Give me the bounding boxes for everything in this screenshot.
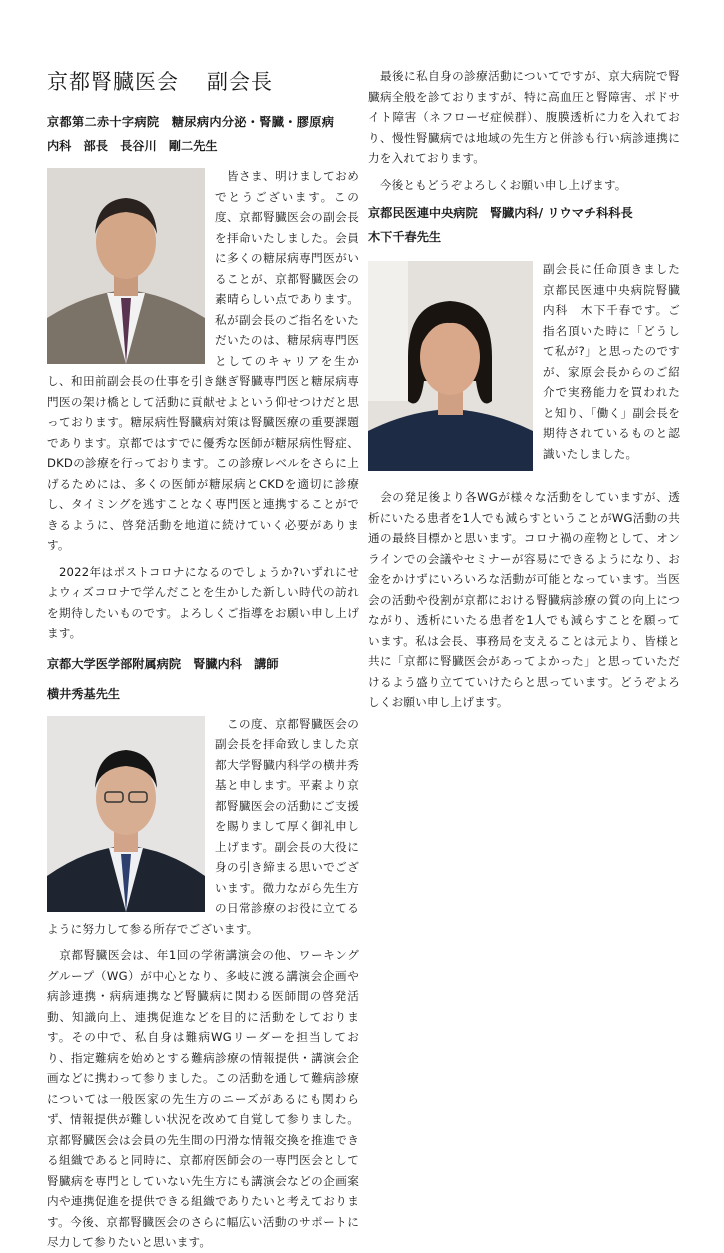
- hasegawa-photo: [47, 168, 205, 364]
- section1-heading-line1: 京都第二赤十字病院 糖尿病内分泌・腎臓・膠原病: [47, 115, 335, 129]
- page-title: [47, 66, 359, 96]
- section2-paragraph-3: 最後に私自身の診療活動についてですが、京大病院で腎臓病全般を診ておりますが、特に高血圧と腎障害、ポドサイト障害（ネフローゼ症候群）、腹膜透析に力を入れており、慢性腎臓病では地域の先生方と併診も行い病診連携に力を入れております。: [368, 69, 680, 165]
- title-org: 京都腎臓医会: [47, 70, 179, 94]
- section2-heading-line1: 京都大学医学部附属病院 腎臓内科 講師: [47, 656, 279, 671]
- right-column: [368, 60, 680, 713]
- section3-paragraph-2: 会の発足後より各WGが様々な活動をしていますが、透析にいたる患者を1人でも減らすということがWG活動の共通の最終目標かと思います。コロナ禍の産物として、オンラインでの会議やセミナーが容易にできるようになり、お金をかけずにいろいろな活動が可能となっています。当医会の活動や役割が京都における腎臓病診療の質の向上につながり、透析にいたる患者を1人でも減らすことを願っています。私は会長、事務局を支えることは元より、皆様と共に「京都に腎臓医会があってよかった」と思っていただけるよう盛り立てていけたらと思っています。どうぞよろしくお願い申し上げます。: [368, 490, 680, 709]
- yokoi-photo: [47, 716, 205, 912]
- section2-paragraph-1: この度、京都腎臓医会の副会長を拝命致しました京都大学腎臓内科学の横井秀基と申します。平素より京都腎臓医会の活動にご支援を賜りまして厚く御礼申し上げます。副会長の大役に身の引き締まる思いでございます。微力ながら先生方の日常診療のお役に立てるように努力して参る所存でございます。: [47, 716, 359, 936]
- section1-paragraph-1: 皆さま、明けましておめでとうございます。この度、京都腎臓医会の副会長を拝命いたしました。会員に多くの糖尿病専門医がいることが、京都腎臓医会の素晴らしい点であります。私が副会長のご指名をいただいたのは、糖尿病専門医としてのキャリアを生かし、和田前副会長の仕事を引き継ぎ腎臓専門医と糖尿病専門医の架け橋として活動に貢献せよという仰せつけだと思っております。糖尿病性腎臓病対策は腎臓医療の重要課題であります。京都ではすでに優秀な医師が糖尿病性腎症、DKDの診療を行っております。この診療レベルをさらに上げるためには、多くの医師が糖尿病とCKDを適切に診療し、タイミングを逃すことなく専門医と連携することができるように、啓発活動を地道に続けていく必要があります。: [47, 169, 359, 552]
- section3-paragraph-1: 副会長に任命頂きました京都民医連中央病院腎臓内科 木下千春です。ご指名頂いた時に「どうして私が?」と思ったのですが、家原会長からのご紹介で実務能力を買われたと知り、「働く」副会長を期待されているものと認識いたしました。: [543, 262, 680, 461]
- title-role: 副会長: [207, 70, 273, 94]
- kinoshita-photo: [368, 261, 533, 471]
- section2-paragraph-4: 今後ともどうぞよろしくお願い申し上げます。: [368, 177, 627, 192]
- section2-heading-line2: 横井秀基先生: [47, 686, 121, 701]
- section3-heading-line2: 木下千春先生: [368, 230, 442, 244]
- section3-heading-line1: 京都民医連中央病院 腎臓内科/ リウマチ科科長: [368, 206, 633, 220]
- section1-paragraph-2: 2022年はポストコロナになるのでしょうか?いずれにせよウィズコロナで学んだことを生かした新しい時代の訪れを期待したいものです。よろしくご指導をお願い申し上げます。: [47, 564, 359, 640]
- section1-heading-line2: 内科 部長 長谷川 剛二先生: [47, 139, 218, 153]
- section2-paragraph-2: 京都腎臓医会は、年1回の学術講演会の他、ワーキンググループ（WG）が中心となり、多岐に渡る講演会企画や病診連携・病病連携など腎臓病に関わる医師間の啓発活動、知識向上、連携促進などを目的に活動をしております。その中で、私自身は難病WGリーダーを担当しており、指定難病を始めとする難病診療の情報提供・講演会企画などに携わって参りました。この活動を通して難病診療については一般医家の先生方のニーズがあるにも関わらず、情報提供が難しい状況を改めて自覚して参りました。京都腎臓医会は会員の先生間の円滑な情報交換を推進できる組織であると同時に、京都府医師会の一専門医会として腎臓病を専門としていない先生方にも講演会などの企画案内や連携促進を提供できる組織でありたいと考えております。今後、京都腎臓医会のさらに幅広い活動のサポートに尽力して参りたいと思います。: [47, 948, 359, 1249]
- left-column: [47, 60, 359, 1253]
